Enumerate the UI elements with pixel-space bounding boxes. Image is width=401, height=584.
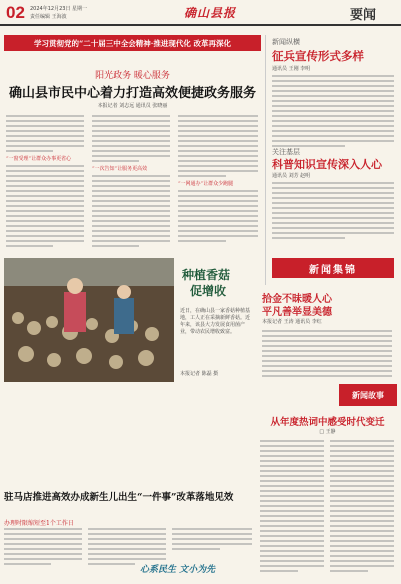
bottom-headline: 驻马店推进高效办成新生儿出生“一件事”改革落地见效: [4, 492, 234, 503]
bottom-article: [4, 388, 254, 580]
mid-article: [258, 290, 397, 385]
footer-logo-text: 心系民生 文小为先: [140, 565, 216, 575]
bottom-subhead: 办理时限缩短至1个工作日: [4, 520, 74, 527]
news-brief-banner: [272, 258, 394, 278]
mid-byline: 本报记者 王涛 通讯员 李红: [262, 319, 322, 325]
right-body-1: [272, 75, 394, 150]
feature-article: [258, 410, 397, 578]
lead-body-col-3: [178, 115, 258, 245]
right-byline-2: 通讯员 刘芳 赵明: [272, 173, 311, 179]
feature-body-col-2: [330, 440, 394, 575]
bottom-body-col-3: [172, 528, 252, 553]
feature-headline: 从年度热词中感受时代变迁: [270, 417, 385, 428]
issue-info: 2024年12月23日 星期一: [30, 6, 88, 12]
lead-byline: 本报记者 刘志远 通讯员 张晓丽: [97, 103, 168, 109]
feature-byline: □ 王静: [319, 429, 336, 435]
feature-body-col-1: [260, 440, 324, 575]
right-column: [265, 35, 398, 285]
column-label-2: 关注基层: [272, 149, 300, 156]
mid-headline-line-2: 平凡善举显美德: [262, 307, 332, 318]
mid-headline-line-1: 拾金不昧暖人心: [262, 294, 332, 305]
right-body-2: [272, 182, 394, 242]
theme-banner: [4, 35, 261, 51]
lead-body-col-1: [6, 115, 84, 250]
theme-banner-text: 学习贯彻党的“二十届三中全会精神·推进现代化 改革再深化: [33, 38, 232, 48]
lead-subhead-2: “一次告知”让服务更高效: [92, 166, 148, 172]
photo-credit: 本报记者 陈磊 摄: [180, 371, 219, 377]
column-label-1: 新闻纵横: [272, 39, 300, 46]
page-number: 02: [6, 3, 25, 22]
news-brief-banner-text: 新闻集锦: [309, 264, 357, 276]
right-byline-1: 通讯员 王刚 李明: [272, 66, 311, 72]
section-name: 要闻: [350, 8, 377, 23]
lead-kicker: 阳光政务 暖心服务: [95, 71, 170, 81]
lead-article: [4, 55, 261, 255]
photo-story: [4, 258, 252, 382]
lead-subhead-3: “一网通办”让群众少跑腿: [178, 181, 234, 187]
bottom-body-col-1: [4, 528, 82, 568]
news-story-banner: [339, 384, 397, 406]
photo-headline-line-1: 种植香菇: [182, 268, 231, 282]
photo-headline-line-2: 促增收: [190, 284, 227, 298]
editor-line: 责任编辑 王海波: [30, 14, 67, 20]
mushroom-farm-photo: [4, 258, 174, 382]
news-story-banner-text: 新闻故事: [352, 389, 384, 400]
right-headline-2: 科普知识宣传深入人心: [272, 158, 382, 171]
lead-headline: 确山县市民中心着力打造高效便捷政务服务: [8, 86, 256, 101]
lead-subhead-1: “一窗受理”让群众办事更省心: [6, 156, 72, 162]
photo-caption: 近日，在确山县一家香菇种植基地，工人正在采摘新鲜香菇。近年来，该县大力发展食用菌产业，带动农民增收致富。: [180, 308, 251, 335]
lead-body-col-2: [92, 115, 170, 250]
paper-name-logo: 确山县报: [184, 6, 237, 20]
masthead: [0, 0, 401, 30]
right-headline-1: 征兵宣传形式多样: [272, 49, 364, 63]
mid-body: [262, 330, 392, 380]
masthead-rule: [0, 24, 401, 26]
